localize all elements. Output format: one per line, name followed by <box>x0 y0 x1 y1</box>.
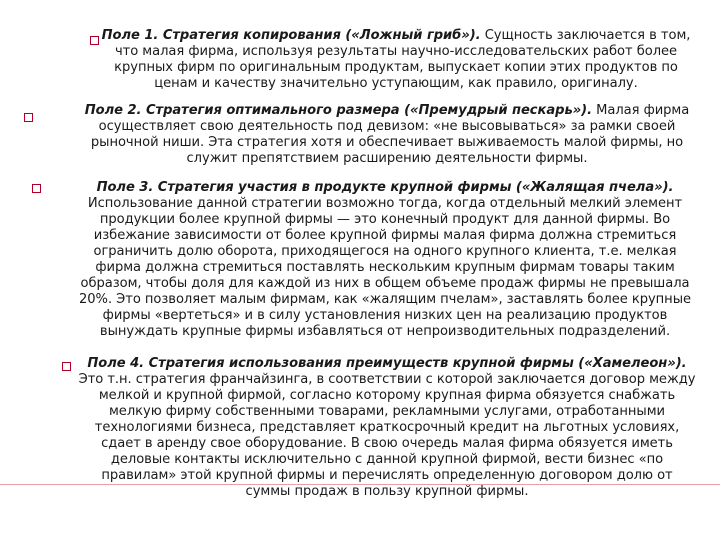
field-1-heading: Поле 1. Стратегия копирования («Ложный гриб»). <box>101 28 481 43</box>
bullet-square-icon <box>24 113 33 122</box>
bullet-square-icon <box>32 184 41 193</box>
field-1-paragraph <box>96 28 696 92</box>
field-4-paragraph <box>78 356 696 500</box>
field-1-body: Сущность заключается в том, что малая фирма, используя результаты научно-исследовательских работ более крупных фирм по оригинальным продуктам, выпускает копии этих продуктов по ценам и качеству значительно уступающим, как правило, оригиналу. <box>114 28 691 91</box>
field-2-text <box>78 103 696 167</box>
field-1-text <box>96 28 696 92</box>
field-3-text <box>74 180 696 340</box>
divider-line <box>0 484 720 485</box>
field-4-body: Это т.н. стратегия франчайзинга, в соответствии с которой заключается договор между мелкой и крупной фирмой, согласно которому крупная фирма обязуется снабжать мелкую фирму собственными товарами, рекламными услугами, отработанными технологиями бизнеса, представляет краткосрочный кредит на льготных условиях, сдает в аренду свое оборудование. В свою очередь малая фирма обязуется иметь деловые контакты исключительно с данной крупной фирмой, вести бизнес «по правилам» этой крупной фирмы и перечислять определенную договором долю от суммы продаж в пользу крупной фирмы. <box>78 372 696 499</box>
field-2-paragraph <box>78 103 696 167</box>
bullet-square-icon <box>62 362 71 371</box>
field-3-heading: Поле 3. Стратегия участия в продукте крупной фирмы («Жалящая пчела»). <box>96 180 674 195</box>
field-2-heading: Поле 2. Стратегия оптимального размера («Премудрый пескарь»). <box>84 103 592 118</box>
field-4-heading: Поле 4. Стратегия использования преимуществ крупной фирмы («Хамелеон»). <box>87 356 687 371</box>
field-2-body: Малая фирма осуществляет свою деятельность под девизом: «не высовываться» за рамки своей рыночной ниши. Эта стратегия хотя и обеспечивает выживаемость малой фирмы, но служит препятствием расширению деятельности фирмы. <box>90 103 690 166</box>
field-3-paragraph <box>74 180 696 340</box>
field-3-body: Использование данной стратегии возможно тогда, когда отдельный мелкий элемент продукции более крупной фирмы — это конечный продукт для данной фирмы. Во избежание зависимости от более крупной фирмы малая фирма должна стремиться ограничить долю оборота, приходящегося на одного крупного клиента, т.е. мелкая фирма должна стремиться поставлять нескольким крупным фирмам товары таким образом, чтобы доля для каждой из них в общем объеме продаж фирмы не превышала 20%. Это позволяет малым фирмам, как «жалящим пчелам», заставлять более крупные фирмы «вертеться» и в силу установления низких цен на реализацию продуктов вынуждать крупные фирмы избавляться от непроизводительных подразделений. <box>79 196 691 339</box>
field-4-text <box>78 356 696 500</box>
